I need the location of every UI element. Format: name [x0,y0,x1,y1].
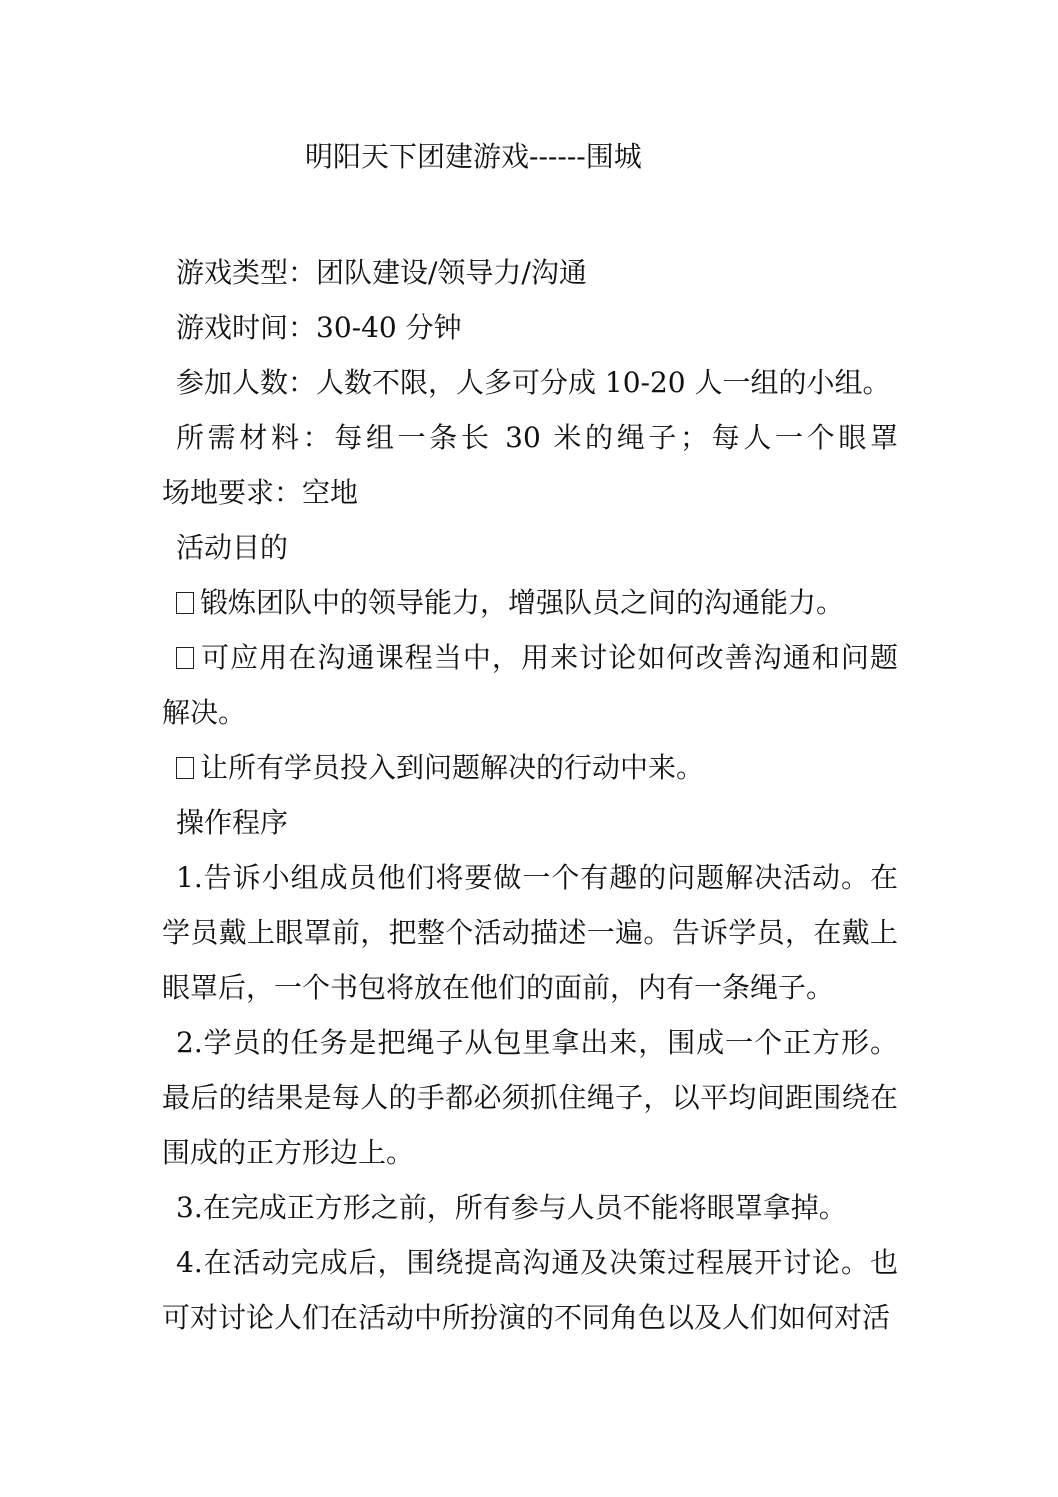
participants-line: 参加人数：人数不限，人多可分成 10-20 人一组的小组。 [176,366,891,399]
venue-line: 场地要求：空地 [162,476,359,509]
materials-line: 所需材料：每组一条长 30 米的绳子；每人一个眼罩 [176,421,898,454]
procedure-step-1: 1.告诉小组成员他们将要做一个有趣的问题解决活动。在学员戴上眼罩前，把整个活动描述一遍。告诉学员，在戴上眼罩后，一个书包将放在他们的面前，内有一条绳子。 [162,861,898,1004]
procedure-step-2: 2.学员的任务是把绳子从包里拿出来，围成一个正方形。最后的结果是每人的手都必须抓住绳子，以平均间距围绕在围成的正方形边上。 [162,1026,898,1169]
purpose-item-2 [162,630,898,740]
document-title: 明阳天下团建游戏------围城 [305,140,642,173]
purpose-item-2-text: 可应用在沟通课程当中，用来讨论如何改善沟通和问题解决。 [162,641,898,729]
square-bullet-icon [176,647,194,669]
purpose-item-3-text: 让所有学员投入到问题解决的行动中来。 [200,751,705,784]
game-type-line: 游戏类型：团队建设/领导力/沟通 [176,256,587,289]
purpose-heading: 活动目的 [176,531,289,564]
purpose-item-3 [162,740,898,795]
procedure-step-4: 4.在活动完成后，围绕提高沟通及决策过程展开讨论。也可对讨论人们在活动中所扮演的不同角色以及人们如何对活 [162,1246,898,1334]
document-body [162,245,898,1345]
procedure-heading: 操作程序 [176,806,289,839]
square-bullet-icon [176,592,194,614]
game-time-line: 游戏时间：30-40 分钟 [176,311,462,344]
purpose-item-1 [162,575,898,630]
purpose-item-1-text: 锻炼团队中的领导能力，增强队员之间的沟通能力。 [200,586,845,619]
procedure-step-3: 3.在完成正方形之前，所有参与人员不能将眼罩拿掉。 [176,1191,847,1224]
square-bullet-icon [176,757,194,779]
